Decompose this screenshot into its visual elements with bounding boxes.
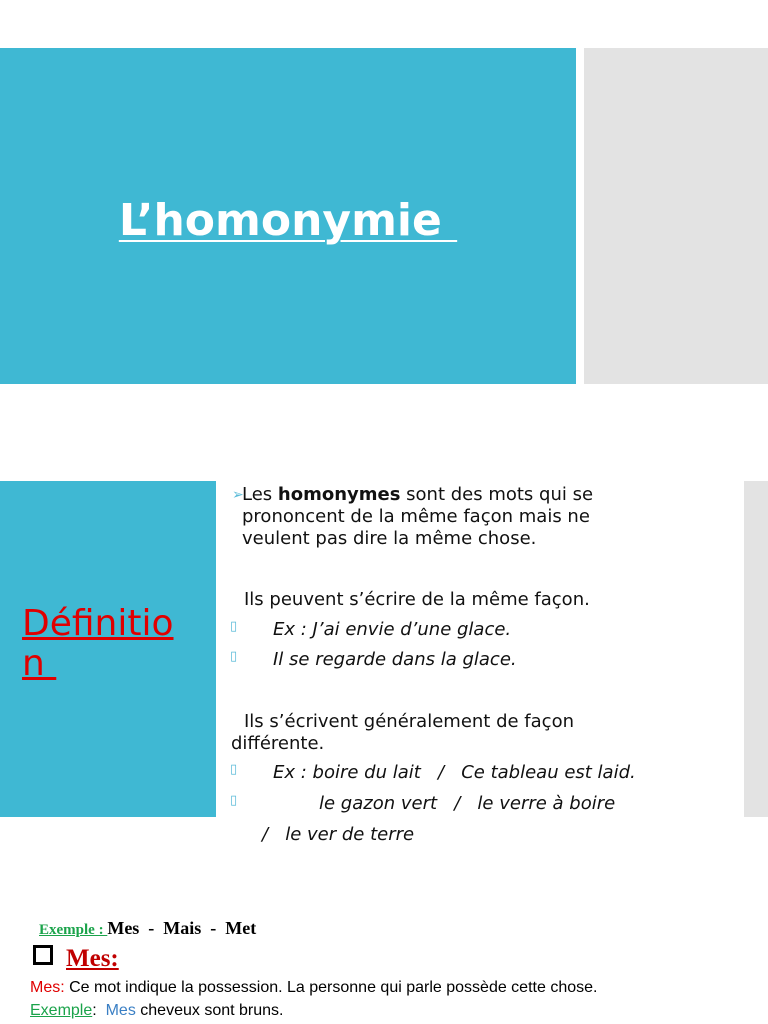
slide-title: L’homonymie xyxy=(118,195,458,246)
example-line-1: Ex : J’ai envie d’une glace. xyxy=(273,619,512,640)
example-line-2: Il se regarde dans la glace. xyxy=(273,649,517,670)
example-label: Exemple : xyxy=(39,922,108,938)
exemple-label: Exemple xyxy=(30,1002,93,1019)
different-spelling-line-1: Ils s’écrivent généralement de façon xyxy=(244,711,574,732)
exemple-colon: : xyxy=(92,1002,106,1019)
definition-side-panel xyxy=(744,481,768,817)
intro-line-3: veulent pas dire la même chose. xyxy=(242,528,537,549)
checkbox-bullet-icon xyxy=(33,945,53,965)
intro-bold-term: homonymes xyxy=(277,484,401,505)
arrow-bullet-icon: ➢ xyxy=(232,487,244,503)
square-bullet-icon: ▯ xyxy=(230,649,238,664)
intro-line-2: prononcent de la même façon mais ne xyxy=(242,506,590,527)
mes-definition-line xyxy=(30,979,597,997)
mes-definition: Ce mot indique la possession. La personne qui parle possède cette chose. xyxy=(64,979,598,996)
intro-prefix: Les xyxy=(242,484,278,505)
title-slide-side-panel xyxy=(584,48,768,384)
mes-label: Mes: xyxy=(30,979,65,996)
definition-heading: Définition xyxy=(22,603,174,684)
example-line-4: le gazon vert / le verre à boire xyxy=(319,793,616,814)
square-bullet-icon: ▯ xyxy=(230,793,238,808)
mes-example-line xyxy=(30,1002,283,1020)
example-line-3: Ex : boire du lait / Ce tableau est laid. xyxy=(273,762,636,783)
different-spelling-line-2: différente. xyxy=(231,733,325,754)
square-bullet-icon: ▯ xyxy=(230,619,238,634)
exemple-rest: cheveux sont bruns. xyxy=(135,1002,284,1019)
same-spelling-line: Ils peuvent s’écrire de la même façon. xyxy=(244,589,590,610)
example-line-5: / le ver de terre xyxy=(262,824,415,845)
square-bullet-icon: ▯ xyxy=(230,762,238,777)
mes-heading: Mes: xyxy=(66,945,119,972)
exemple-mes-word: Mes xyxy=(105,1002,136,1019)
intro-rest-1: sont des mots qui se xyxy=(400,484,594,505)
intro-paragraph xyxy=(232,484,594,506)
example-words-line xyxy=(30,897,256,939)
example-words: Mes - Mais - Met xyxy=(107,918,257,938)
